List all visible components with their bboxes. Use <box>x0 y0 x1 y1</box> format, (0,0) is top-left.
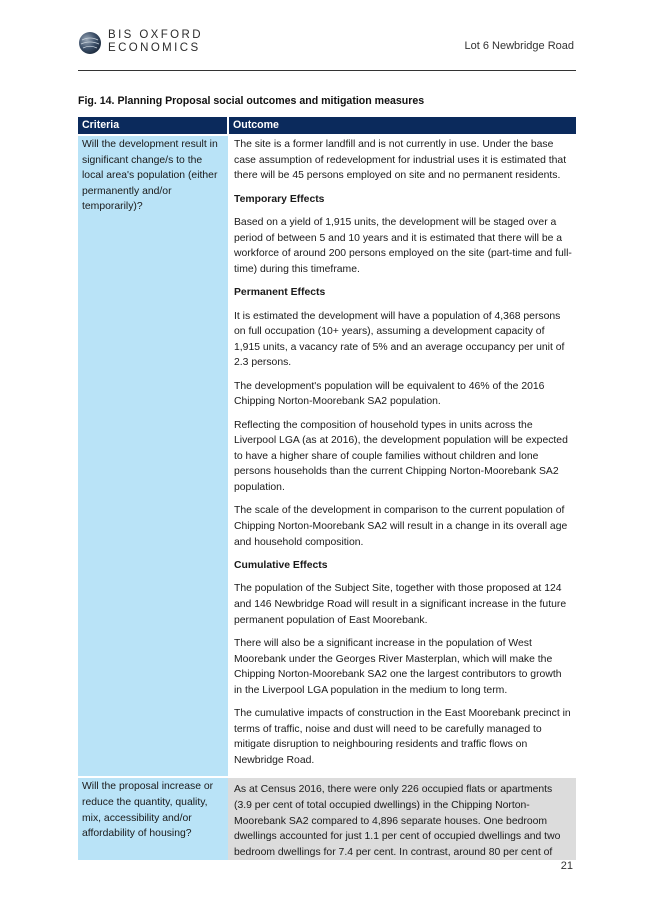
outcome-paragraph: It is estimated the development will have a population of 4,368 persons on full occupation (10+ years), assuming a development capacity of 1,915 units, a vacancy rate of 5% and an average occupancy per unit of 2.3 persons. <box>234 310 565 369</box>
outcomes-table <box>78 117 576 860</box>
table-row <box>78 135 576 777</box>
outcome-paragraph: There will also be a significant increase in the population of West Moorebank under the Georges River Masterplan, which will make the Chipping Norton-Moorebank SA2 one the largest contributors to growth in the Liverpool LGA population in the medium to long term. <box>234 638 562 696</box>
criteria-cell: Will the development result in significant change/s to the local area's population (either permanently and/or temporarily)? <box>78 135 228 777</box>
outcome-paragraph: The cumulative impacts of construction in the East Moorebank precinct in terms of traffic, noise and dust will need to be carefully managed to mitigate disruption to neighbouring residents and traffic flows on Newbridge Road. <box>234 708 571 766</box>
outcome-cell <box>228 777 576 860</box>
logo-wordmark <box>108 29 203 55</box>
table-header-row <box>78 117 576 135</box>
outcome-paragraph: The site is a former landfill and is not currently in use. Under the base case assumption of redevelopment for industrial uses it is estimated that there will be 45 persons employed on site and no permanent residents. <box>234 139 567 182</box>
logo-line-1: BIS OXFORD <box>108 29 203 41</box>
outcome-paragraph: The population of the Subject Site, together with those proposed at 124 and 146 Newbridge Road will result in a significant increase in the future permanent population of East Moorebank. <box>234 583 567 626</box>
section-heading-permanent: Permanent Effects <box>234 287 326 299</box>
column-header-criteria: Criteria <box>78 117 228 135</box>
section-heading-cumulative: Cumulative Effects <box>234 560 328 572</box>
document-title: Lot 6 Newbridge Road <box>464 40 574 52</box>
criteria-cell: Will the proposal increase or reduce the quantity, quality, mix, accessibility and/or affordability of housing? <box>78 777 228 860</box>
outcome-paragraph: The scale of the development in comparison to the current population of Chipping Norton-Moorebank SA2 will result in a change in its overall age and household composition. <box>234 505 568 548</box>
globe-logo-icon <box>78 31 102 55</box>
outcome-paragraph: As at Census 2016, there were only 226 occupied flats or apartments (3.9 per cent of total occupied dwellings) in the Chipping Norton-Moorebank SA2 compared to 4,896 separate houses. One bedroom dwellings accounted for just 1.1 per cent of occupied dwellings and two bedroom dwellings for 7.4 per cent. In contrast, around 80 per cent of <box>234 784 561 858</box>
page-header <box>78 28 576 71</box>
outcome-paragraph: Based on a yield of 1,915 units, the development will be staged over a period of between 5 and 10 years and it is estimated that there will be a workforce of around 200 persons employed on the site (part-time and full-time) during this timeframe. <box>234 216 572 275</box>
table-row <box>78 777 576 860</box>
outcome-cell <box>228 135 576 777</box>
column-header-outcome: Outcome <box>228 117 576 135</box>
outcome-paragraph: Reflecting the composition of household types in units across the Liverpool LGA (as at 2016), the development population will be expected to have a higher share of couple families without children and lone persons households than the current Chipping Norton-Moorebank SA2 population. <box>234 419 568 494</box>
section-heading-temporary: Temporary Effects <box>234 193 325 205</box>
logo-line-2: ECONOMICS <box>108 42 201 54</box>
outcome-paragraph: The development's population will be equivalent to 46% of the 2016 Chipping Norton-Moorebank SA2 population. <box>234 380 545 408</box>
page-number: 21 <box>560 860 573 872</box>
figure-title: Fig. 14. Planning Proposal social outcomes and mitigation measures <box>78 95 425 107</box>
